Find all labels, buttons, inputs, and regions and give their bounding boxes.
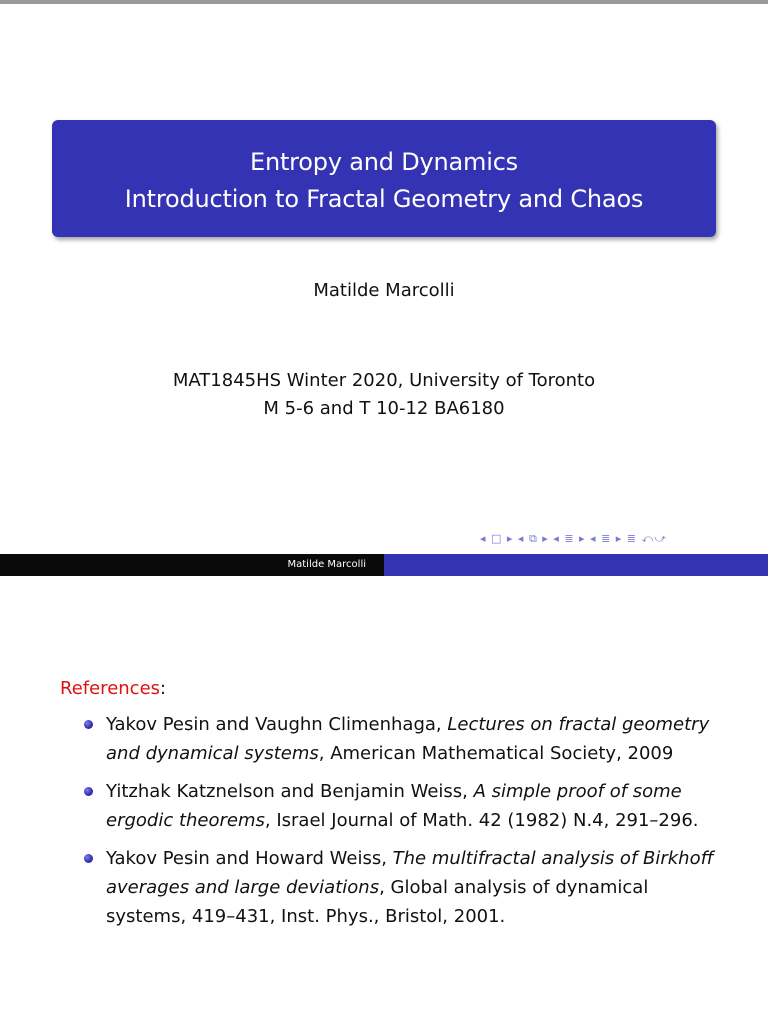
ref-details: , Global analysis of dynamical systems, 419–431, Inst. Phys., Bristol, 2001. [106,877,649,927]
ref-title: Lectures on fractal geometry and dynamical systems [106,714,710,764]
list-item [82,844,722,931]
schedule-line: M 5-6 and T 10-12 BA6180 [263,398,505,419]
top-divider [0,0,768,4]
slide-subtitle: Introduction to Fractal Geometry and Chaos [124,185,644,213]
references-heading [60,678,166,699]
references-colon: : [160,678,167,699]
footer-title-panel [384,554,768,576]
ref-authors: Yitzhak Katznelson and Benjamin Weiss, [106,781,474,802]
ref-details: , Israel Journal of Math. 42 (1982) N.4, 291–296. [264,810,699,831]
bullet-icon [84,720,93,729]
references-label-text: References [60,678,161,699]
list-item [82,777,722,835]
slide-footer [0,554,768,576]
ref-authors: Yakov Pesin and Vaughn Climenhaga, [106,714,448,735]
beamer-navigation-icons[interactable]: ◂ □ ▸ ◂ ⧉ ▸ ◂ ≣ ▸ ◂ ≣ ▸ ≣ ⤺⤻ [480,532,668,545]
bullet-icon [84,787,93,796]
author-name: Matilde Marcolli [313,280,455,301]
references-list [82,710,722,940]
ref-details: , American Mathematical Society, 2009 [318,743,674,764]
title-block [52,120,716,237]
course-info [0,367,768,423]
ref-authors: Yakov Pesin and Howard Weiss, [106,848,393,869]
course-line: MAT1845HS Winter 2020, University of Toronto [172,370,596,391]
ref-title: A simple proof of some ergodic theorems [106,781,682,831]
list-item [82,710,722,768]
footer-author: Matilde Marcolli [0,554,384,576]
bullet-icon [84,854,93,863]
ref-title: The multifractal analysis of Birkhoff averages and large deviations [106,848,714,898]
slide-title: Entropy and Dynamics [249,148,518,176]
